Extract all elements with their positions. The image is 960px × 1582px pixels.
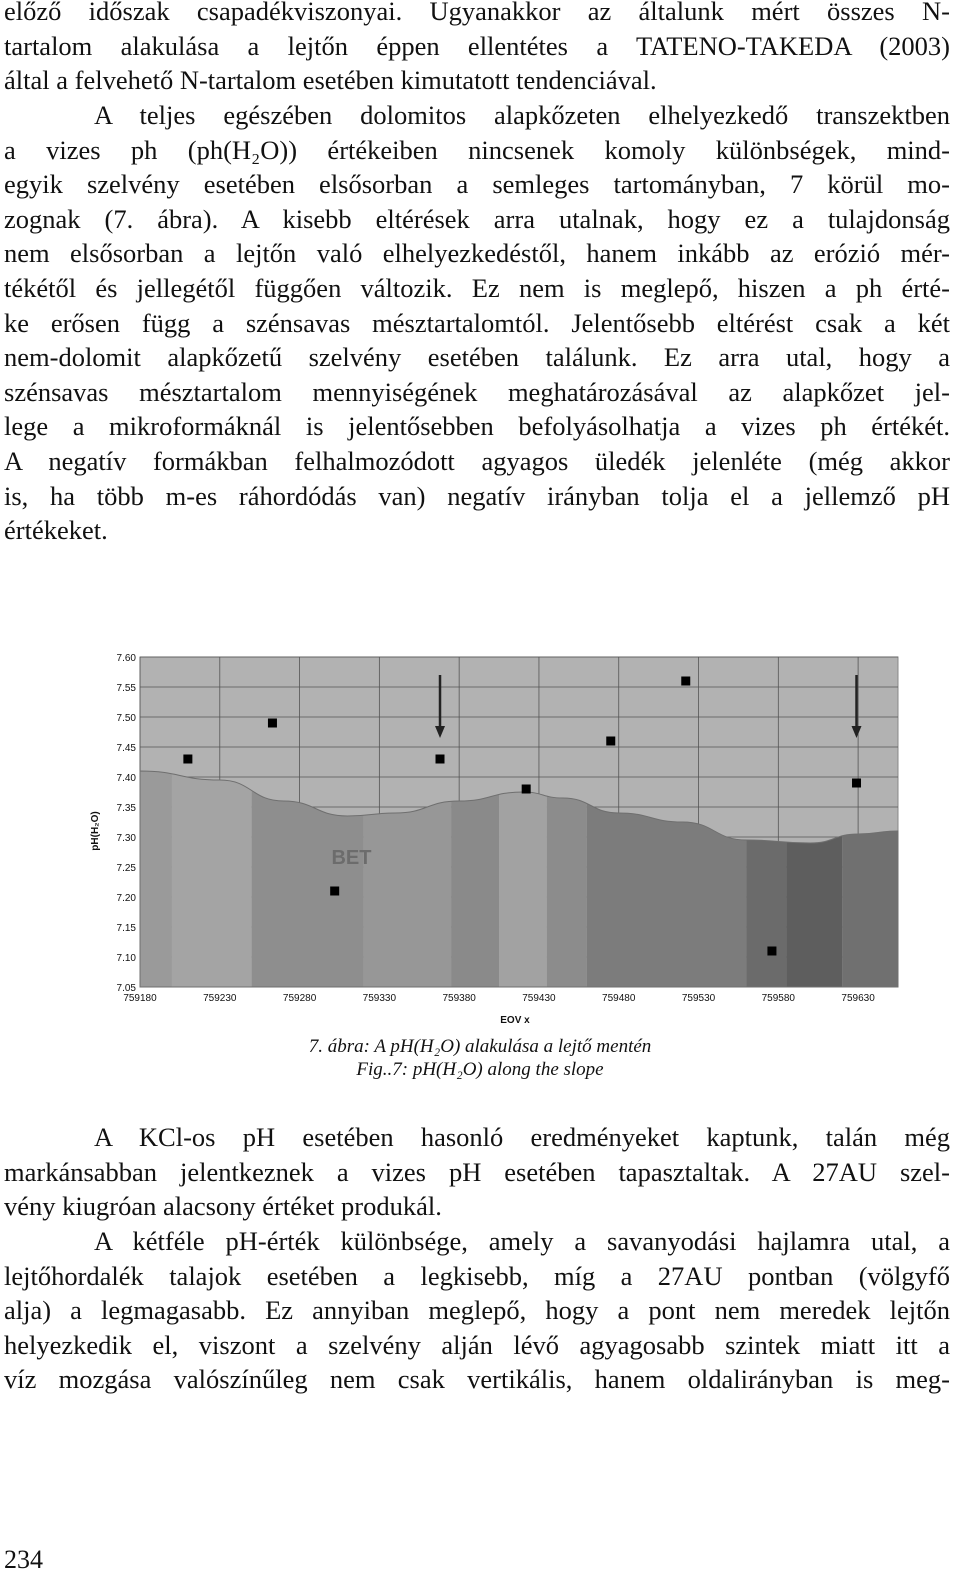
y-tick-label: 7.40 bbox=[116, 773, 136, 784]
text-line: tékétől és jellegétől függően változik. Ez nem is meglepő, hiszen a ph érté- bbox=[4, 272, 950, 303]
y-tick-label: 7.30 bbox=[116, 833, 136, 844]
paragraph-2 bbox=[4, 98, 950, 548]
x-axis-label: EOV x bbox=[500, 1015, 530, 1026]
text-line: zognak (7. ábra). A kisebb eltérések arra utalnak, hogy ez a tulajdonság bbox=[4, 203, 950, 234]
ph-chart bbox=[80, 650, 910, 1040]
text-line: lege a mikroformáknál is jelentősebben befolyásolhatja a vizes ph értékét. bbox=[4, 411, 950, 442]
text-line: nem elsősorban a lejtőn való elhelyezkedéstől, hanem inkább az erózió mér- bbox=[4, 238, 950, 269]
text-line: ke erősen függ a szénsavas mésztartalomtól. Jelentősebb eltérést csak a két bbox=[4, 307, 950, 338]
text-line: értékeket. bbox=[4, 515, 108, 546]
page-number: 234 bbox=[4, 1545, 43, 1574]
y-tick-label: 7.35 bbox=[116, 803, 136, 814]
x-tick-label: 759380 bbox=[442, 993, 476, 1004]
text-line: nem-dolomit alapkőzetű szelvény esetében találunk. Ez arra utal, hogy a bbox=[4, 342, 950, 373]
text-line: vény kiugróan alacsony értéket produkál. bbox=[4, 1191, 442, 1222]
text-line: A kétféle pH-érték különbsége, amely a savanyodási hajlamra utal, a bbox=[94, 1226, 950, 1256]
figure-caption-en: Fig..7: pH(H₂O) along the slope bbox=[356, 1059, 604, 1080]
text-line: tartalom alakulása a lejtőn éppen ellentétes a TATENO-TAKEDA (2003) bbox=[4, 30, 950, 61]
data-point bbox=[268, 719, 277, 728]
x-tick-label: 759280 bbox=[282, 993, 317, 1004]
text-line: A KCl-os pH esetében hasonló eredményeket kaptunk, talán még bbox=[94, 1122, 950, 1152]
text-line: A teljes egészében dolomitos alapkőzeten elhelyezkedő transzektben bbox=[94, 100, 950, 130]
y-tick-label: 7.60 bbox=[116, 653, 136, 664]
x-tick-label: 759580 bbox=[761, 993, 796, 1004]
x-tick-label: 759530 bbox=[681, 993, 716, 1004]
annotation-bet: BET bbox=[331, 847, 372, 869]
data-point bbox=[183, 755, 192, 764]
text-line: helyezkedik el, viszont a szelvény alján lévő agyagosabb szintek miatt itt a bbox=[4, 1329, 950, 1360]
text-line: a vizes ph (ph(H₂O)) értékeiben nincsenek komoly különbségek, mind- bbox=[4, 134, 950, 165]
text-line: lejtőhordalék talajok esetében a legkisebb, míg a 27AU pontban (völgyfő bbox=[4, 1260, 950, 1291]
figure-caption-hu: 7. ábra: A pH(H₂O) alakulása a lejtő mentén bbox=[308, 1036, 652, 1057]
x-tick-label: 759330 bbox=[362, 993, 397, 1004]
text-line: markánsabban jelentkeznek a vizes pH esetében tapasztaltak. A 27AU szel- bbox=[4, 1156, 950, 1187]
paragraph-1 bbox=[4, 0, 950, 98]
text-line: alja) a legmagasabb. Ez annyiban meglepő, hogy a pont nem meredek lejtőn bbox=[4, 1295, 950, 1326]
data-point bbox=[606, 737, 615, 746]
text-line: víz mozgása valószínűleg nem csak vertikális, hanem oldalirányban is meg- bbox=[4, 1364, 950, 1395]
data-point bbox=[522, 785, 531, 794]
text-line: előző időszak csapadékviszonyai. Ugyanakkor az általunk mért összes N- bbox=[4, 0, 950, 26]
x-tick-label: 759230 bbox=[203, 993, 237, 1004]
y-tick-label: 7.20 bbox=[116, 893, 136, 904]
text-line: is, ha több m-es ráhordódás van) negatív irányban tolja el a jellemző pH bbox=[4, 480, 950, 511]
x-tick-label: 759630 bbox=[841, 993, 875, 1004]
y-axis-label: pH(H₂O) bbox=[90, 811, 101, 851]
y-tick-label: 7.25 bbox=[116, 863, 136, 874]
data-point bbox=[681, 677, 690, 686]
y-tick-label: 7.50 bbox=[116, 713, 136, 724]
x-tick-label: 759480 bbox=[602, 993, 636, 1004]
text-line: egyik szelvény esetében elsősorban a semleges tartományban, 7 körül mo- bbox=[4, 169, 950, 200]
data-point bbox=[436, 755, 445, 764]
paragraph-4 bbox=[4, 1224, 950, 1397]
text-line: szénsavas mésztartalom mennyiségének meghatározásával az alapkőzet jel- bbox=[4, 376, 950, 407]
y-tick-label: 7.10 bbox=[116, 953, 136, 964]
y-tick-label: 7.45 bbox=[116, 743, 136, 754]
y-tick-label: 7.05 bbox=[116, 983, 136, 994]
text-line: A negatív formákban felhalmozódott agyagos üledék jelenléte (még akkor bbox=[4, 445, 950, 476]
paragraph-3 bbox=[4, 1120, 950, 1224]
y-tick-label: 7.55 bbox=[116, 683, 136, 694]
text-line: által a felvehető N-tartalom esetében kimutatott tendenciával. bbox=[4, 65, 657, 96]
data-point bbox=[767, 947, 776, 956]
data-point bbox=[852, 779, 861, 788]
x-tick-label: 759430 bbox=[522, 993, 556, 1004]
x-tick-label: 759180 bbox=[123, 993, 157, 1004]
data-point bbox=[330, 887, 339, 896]
y-tick-label: 7.15 bbox=[116, 923, 136, 934]
